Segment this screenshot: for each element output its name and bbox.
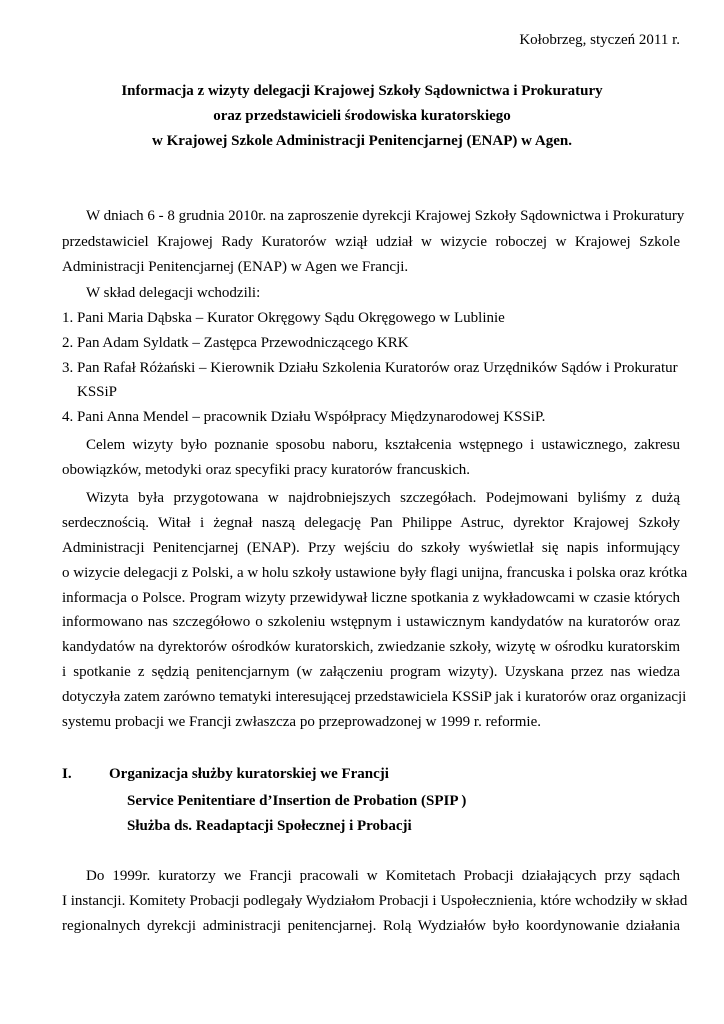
section-subheading-french: Service Penitentiare d’Insertion de Probation (SPIP ): [127, 793, 467, 809]
visit-line-7: kandydatów na dyrektorów ośrodków kuratorskich, zwiedzanie szkoły, wizytę w ośrodku kuratorskim: [62, 639, 680, 655]
visit-line-9: dotyczyła zatem zarówno tematyki interesującej przedstawiciela KSSiP jak i kuratorów oraz organizacji: [62, 689, 687, 705]
visit-line-5: informacja o Polsce. Program wizyty przewidywał liczne spotkania z wykładowcami w czasie których: [62, 590, 680, 606]
place-date: Kołobrzeg, styczeń 2011 r.: [519, 32, 680, 48]
section-body-line-3: regionalnych dyrekcji administracji penitencjarnej. Rolą Wydziałów było koordynowanie działania: [62, 918, 680, 934]
visit-line-4: o wizycie delegacji z Polski, a w holu szkoły ustawione były flagi unijna, francuska i polska oraz krótka: [62, 565, 688, 581]
goal-line-1: Celem wizyty było poznanie sposobu naboru, kształcenia wstępnego i ustawicznego, zakresu: [86, 437, 680, 453]
goal-line-2: obowiązków, metodyki oraz specyfiki pracy kuratorów francuskich.: [62, 462, 471, 478]
delegation-intro: W skład delegacji wchodzili:: [86, 285, 261, 301]
visit-line-8: i spotkanie z sędzią penitencjarnym (w załączeniu program wizyty). Uzyskana przez nas wiedza: [62, 664, 680, 680]
intro-line-1: W dniach 6 - 8 grudnia 2010r. na zaproszenie dyrekcji Krajowej Szkoły Sądownictwa i Prokuratury: [86, 208, 685, 224]
section-subheading-polish: Służba ds. Readaptacji Społecznej i Probacji: [127, 818, 412, 834]
section-heading: Organizacja służby kuratorskiej we Francji: [109, 766, 389, 782]
visit-line-6: informowano nas szczegółowo o szkoleniu wstępnym i ustawicznym kandydatów na kuratorów oraz: [62, 614, 680, 630]
intro-line-2: przedstawiciel Krajowej Rady Kuratorów wziął udział w wizycie roboczej w Krajowej Szkole: [62, 234, 680, 250]
intro-line-3: Administracji Penitencjarnej (ENAP) w Agen we Francji.: [62, 259, 409, 275]
section-body-line-1: Do 1999r. kuratorzy we Francji pracowali w Komitetach Probacji działających przy sądach: [86, 868, 680, 884]
visit-line-1: Wizyta była przygotowana w najdrobniejszych szczegółach. Podejmowani byliśmy z dużą: [86, 490, 680, 506]
delegation-item-2: 2. Pan Adam Syldatk – Zastępca Przewodniczącego KRK: [62, 335, 409, 351]
visit-line-10: systemu probacji we Francji zwłaszcza po przeprowadzonej w 1999 r. reformie.: [62, 714, 541, 730]
delegation-item-3-continued: KSSiP: [77, 384, 118, 400]
delegation-item-3: 3. Pan Rafał Różański – Kierownik Działu Szkolenia Kuratorów oraz Urzędników Sądów i Prokuratur: [62, 360, 678, 376]
visit-line-3: Administracji Penitencjarnej (ENAP). Przy wejściu do szkoły wyświetlał się napis informujący: [62, 540, 680, 556]
delegation-item-1: 1. Pani Maria Dąbska – Kurator Okręgowy Sądu Okręgowego w Lublinie: [62, 310, 505, 326]
section-number: I.: [62, 766, 72, 782]
visit-line-2: serdecznością. Witał i żegnał naszą delegację Pan Philippe Astruc, dyrektor Krajowej Szkoły: [62, 515, 680, 531]
delegation-item-4: 4. Pani Anna Mendel – pracownik Działu Współpracy Międzynarodowej KSSiP.: [62, 409, 546, 425]
title-line-1: Informacja z wizyty delegacji Krajowej Szkoły Sądownictwa i Prokuratury: [121, 83, 603, 99]
title-line-3: w Krajowej Szkole Administracji Penitencjarnej (ENAP) w Agen.: [152, 133, 572, 149]
section-body-line-2: I instancji. Komitety Probacji podlegały Wydziałom Probacji i Uspołecznienia, które wchodziły w skład: [62, 893, 688, 909]
title-line-2: oraz przedstawicieli środowiska kuratorskiego: [213, 108, 511, 124]
